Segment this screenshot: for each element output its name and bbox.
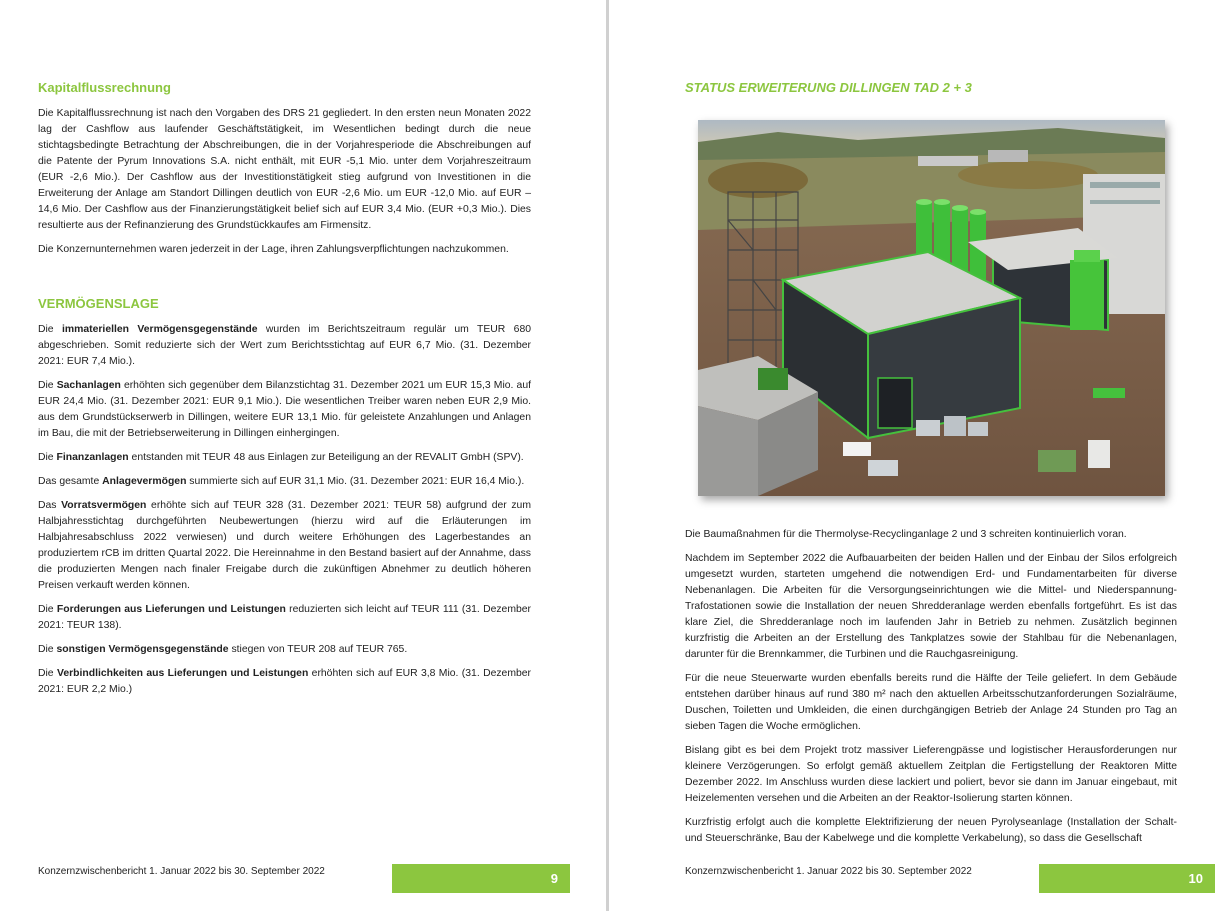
page-number: 9: [392, 864, 570, 893]
page-number: 10: [1039, 864, 1215, 893]
footer-text: Konzernzwischenbericht 1. Januar 2022 bis 30. September 2022: [38, 866, 325, 877]
paragraph: Das gesamte Anlagevermögen summierte sich auf EUR 31,1 Mio. (31. Dezember 2021: EUR 16,4 Mio.).: [38, 476, 525, 487]
paragraph: Die Konzernunternehmen waren jederzeit in der Lage, ihren Zahlungsverpflichtungen nachzukommen.: [38, 244, 509, 255]
paragraph: Nachdem im September 2022 die Aufbauarbeiten der beiden Hallen und der Einbau der Silos erfolgreich umgesetzt wurden, starteten umgehend die notwendigen Erd- und Fundamentarbeiten für diverse Nebenanlagen. Die Arbeiten für die Versorgungseinrichtungen wie die Mittel- und Niederspannung-Trafostationen sowie die Installation der neuen Shredderanlage werden ebenfalls fortgeführt. Es ist das klare Ziel, die Shredderanlage noch im laufenden Jahr in Betrieb zu nehmen. Zusätzlich beginnen kurzfristig die Arbeiten an der Erstellung des Tankplatzes sowie der Stahlbau für die Nebenanlagen, darunter für die Brennkammer, die Turbinen und die Rauchgasreinigung.: [685, 553, 1177, 660]
paragraph: Die Forderungen aus Lieferungen und Leistungen reduzierten sich leicht auf TEUR 111 (31. Dezember 2021: TEUR 138).: [38, 604, 531, 631]
paragraph: Die Kapitalflussrechnung ist nach den Vorgaben des DRS 21 gegliedert. In den ersten neun Monaten 2022 lag der Cashflow aus laufender Geschäftstätigkeit, im Wesentlichen bedingt durch die neue stichtagsbedingte Betrachtung der Abschreibungen, die in der Vorjahresperiode die Abschreibungen auf die Patente der Pyrum Innovations S.A. nicht enthält, mit EUR -5,1 Mio. unter dem Vorjahreszeitraum (EUR -2,6 Mio.). Der Cashflow aus der Investitionstätigkeit stieg aufgrund von Investitionen in die Erweiterung der Anlage am Standort Dillingen deutlich von EUR -2,6 Mio. um EUR -12,0 Mio. auf EUR –14,6 Mio. Der Cashflow aus der Finanzierungstätigkeit belief sich auf EUR 3,4 Mio. (EUR +0,3 Mio.). Dies resultierte aus der Refinanzierung des Grundstückkaufes am Firmensitz.: [38, 108, 531, 231]
paragraph: Die Sachanlagen erhöhten sich gegenüber dem Bilanzstichtag 31. Dezember 2021 um EUR 15,3 Mio. auf EUR 24,4 Mio. (31. Dezember 2021: EUR 9,1 Mio.). Die wesentlichen Treiber waren neben EUR 2,9 Mio. aus dem Grundstückserwerb in Dillingen, weitere EUR 13,1 Mio. für geleistete Anzahlungen und Anlagen im Bau, die mit der Betriebserweiterung in Dillingen einhergingen.: [38, 380, 532, 439]
paragraph: Die Finanzanlagen entstanden mit TEUR 48 aus Einlagen zur Beteiligung an der REVALIT GmbH (SPV).: [38, 452, 524, 463]
paragraph: Die immateriellen Vermögensgegenstände wurden im Berichtszeitraum regulär um TEUR 680 abgeschrieben. Somit reduzierte sich der Wert zum Berichtsstichtag auf EUR 6,7 Mio. (31. Dezember 2021: EUR 7,4 Mio.).: [38, 324, 532, 367]
paragraph: Kurzfristig erfolgt auch die komplette Elektrifizierung der neuen Pyrolyseanlage (Installation der Schalt- und Steuerschränke, Bau der Kabelwege und die komplette Verkabelung), so dass die Gesellschaft: [685, 817, 1177, 844]
paragraph: Das Vorratsvermögen erhöhte sich auf TEUR 328 (31. Dezember 2021: TEUR 58) aufgrund der zum Halbjahresstichtag durchgeführten Neubewertungen (hierzu wird auf die Erläuterungen im Halbjahresabschluss 2022 verwiesen) und durch weitere Erhöhungen des Lagerbestandes an produziertem rCB im dritten Quartal 2022. Die Hereinnahme in den Bestand basiert auf der Annahme, dass die produzierten Mengen nach finaler Freigabe durch die zukünftigen Abnehmer zu deutlich höheren Preisen verkauft werden können.: [38, 500, 531, 591]
paragraph: Die Verbindlichkeiten aus Lieferungen und Leistungen erhöhten sich auf EUR 3,8 Mio. (31. Dezember 2021: EUR 2,2 Mio.): [38, 668, 531, 695]
kapitalfluss-text: [38, 106, 531, 266]
page-9: [0, 0, 606, 911]
paragraph: Die sonstigen Vermögensgegenstände stiegen von TEUR 208 auf TEUR 765.: [38, 644, 408, 655]
paragraph: Die Baumaßnahmen für die Thermolyse-Recyclinganlage 2 und 3 schreiten kontinuierlich voran.: [685, 529, 1127, 540]
vermoegenslage-text: [38, 322, 531, 706]
construction-site-photo: [698, 120, 1165, 496]
page-10: [609, 0, 1215, 911]
footer-text: Konzernzwischenbericht 1. Januar 2022 bis 30. September 2022: [685, 866, 972, 877]
status-text: [685, 527, 1177, 855]
heading-status-erweiterung: STATUS ERWEITERUNG DILLINGEN TAD 2 + 3: [685, 80, 972, 95]
heading-vermoegenslage: VERMÖGENSLAGE: [38, 296, 159, 311]
construction-site-image: [698, 120, 1165, 496]
paragraph: Bislang gibt es bei dem Projekt trotz massiver Lieferengpässe und logistischer Herausforderungen nur kleinere Verzögerungen. So erfolgt gemäß aktuellem Zeitplan die Fertigstellung der Reaktoren Mitte Dezember 2022. Im Anschluss wurden diese lackiert und poliert, bevor sie dann im Januar eingebaut, mit Heizelementen versehen und die Arbeiten an der Reaktor-Isolierung starten können.: [685, 745, 1177, 804]
paragraph: Für die neue Steuerwarte wurden ebenfalls bereits rund die Hälfte der Teile geliefert. In dem Gebäude entstehen darüber hinaus auf rund 380 m² nach den aktuellen Arbeitsschutzanforderungen Sozialräume, Duschen, Toiletten und Umkleiden, die einen durchgängigen Betrieb der Anlage 24 Stunden pro Tag an sieben Tagen die Woche ermöglichen.: [685, 673, 1177, 732]
heading-kapitalflussrechnung: Kapitalflussrechnung: [38, 80, 171, 95]
